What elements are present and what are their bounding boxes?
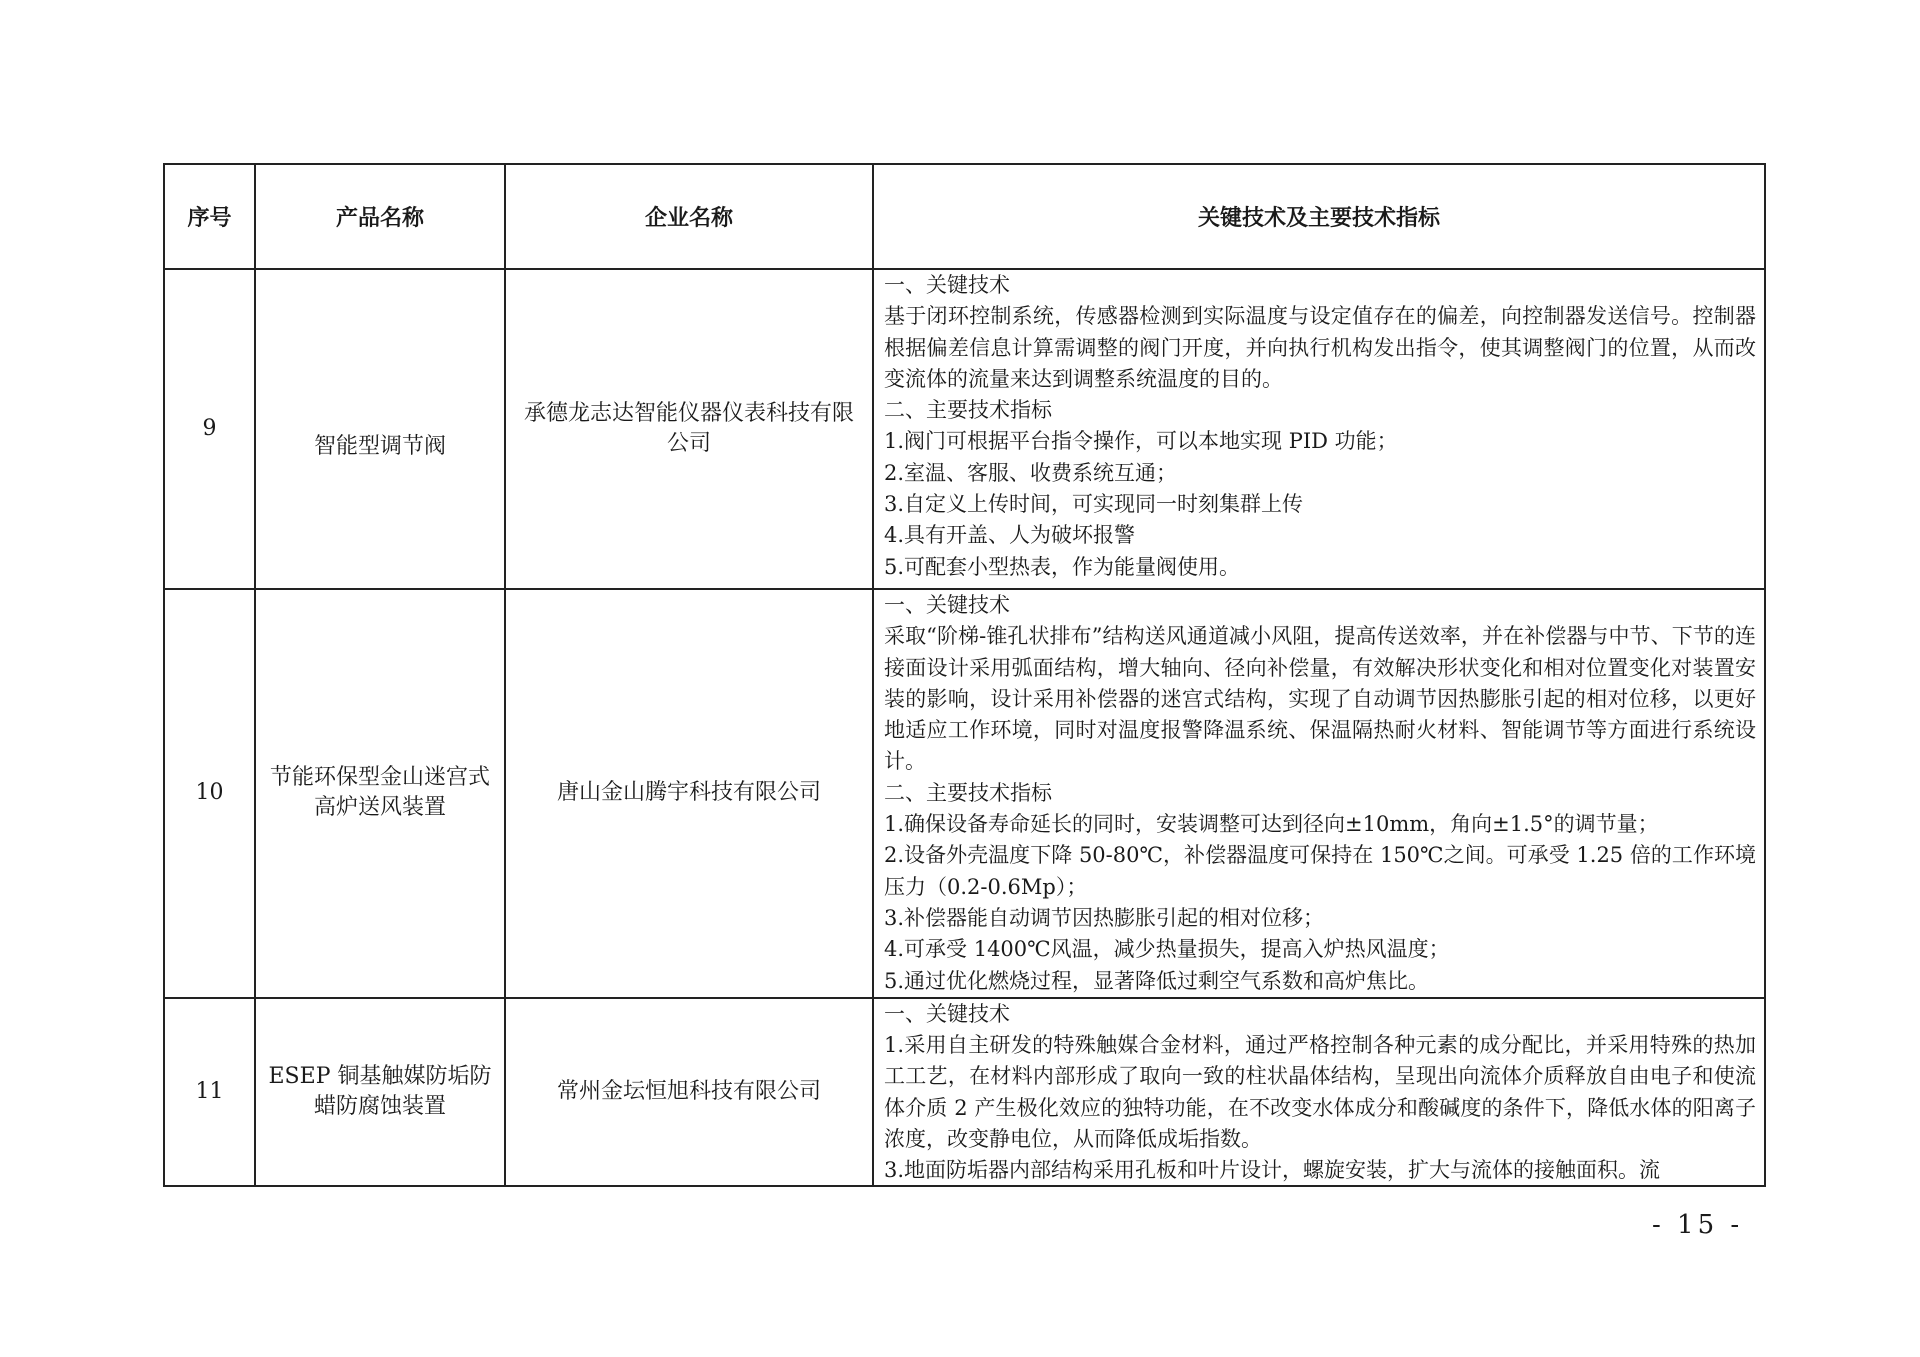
table-header-row: [164, 164, 1765, 269]
tech-line: 一、关键技术: [884, 593, 1010, 617]
tech-line: 一、关键技术: [884, 273, 1010, 297]
row-seq: 11: [164, 998, 255, 1186]
table-row: [164, 589, 1765, 998]
tech-line: 1.确保设备寿命延长的同时，安装调整可达到径向±10mm，角向±1.5°的调节量；: [884, 812, 1659, 837]
tech-line: 基于闭环控制系统，传感器检测到实际温度与设定值存在的偏差，向控制器发送信号。控制器根据偏差信息计算需调整的阀门开度，并向执行机构发出指令，使其调整阀门的位置，从而改变流体的流量来达到调整系统温度的目的。: [884, 304, 1756, 391]
tech-clip: [884, 999, 1756, 1185]
row-seq: 10: [164, 589, 255, 998]
header-key-tech: 关键技术及主要技术指标: [873, 164, 1765, 269]
tech-line: 1.阀门可根据平台指令操作，可以本地实现 PID 功能；: [884, 429, 1398, 454]
row-tech-details: [873, 589, 1765, 998]
row-tech-details: [873, 269, 1765, 589]
page-number: - 15 -: [1652, 1210, 1744, 1240]
tech-line: 2.室温、客服、收费系统互通；: [884, 460, 1178, 485]
tech-line: 3.补偿器能自动调节因热膨胀引起的相对位移；: [884, 905, 1325, 930]
tech-line: 二、主要技术指标: [884, 398, 1052, 423]
tech-line: 3.自定义上传时间，可实现同一时刻集群上传: [884, 492, 1304, 517]
tech-line: 3.地面防垢器内部结构采用孔板和叶片设计，螺旋安装，扩大与流体的接触面积。流: [884, 1158, 1661, 1183]
row-tech-details: [873, 998, 1765, 1186]
tech-line: 2.设备外壳温度下降 50-80℃，补偿器温度可保持在 150℃之间。可承受 1.25 倍的工作环境压力（0.2-0.6Mp）；: [884, 843, 1756, 899]
header-product-name: 产品名称: [255, 164, 505, 269]
tech-line: 1.采用自主研发的特殊触媒合金材料，通过严格控制各种元素的成分配比，并采用特殊的热加工工艺，在材料内部形成了取向一致的柱状晶体结构，呈现出向流体介质释放自由电子和使流体介质 2 产生极化效应的独特功能，在不改变水体成分和酸碱度的条件下，降低水体的阳离子浓度，改变静电位，从而降低成垢指数。: [884, 1033, 1756, 1152]
row-product-name-text: 智能型调节阀: [313, 434, 446, 459]
tech-line: 5.通过优化燃烧过程，显著降低过剩空气系数和高炉焦比。: [884, 968, 1430, 993]
product-table: [163, 163, 1766, 1187]
tech-line: 采取“阶梯-锥孔状排布”结构送风通道减小风阻，提高传送效率，并在补偿器与中节、下节的连接面设计采用弧面结构，增大轴向、径向补偿量，有效解决形状变化和相对位置变化对装置安装的影响，设计采用补偿器的迷宫式结构，实现了自动调节因热膨胀引起的相对位移，以更好地适应工作环境，同时对温度报警降温系统、保温隔热耐火材料、智能调节等方面进行系统设计。: [884, 624, 1756, 774]
tech-line: 二、主要技术指标: [884, 780, 1052, 805]
row-company-name: 唐山金山腾宇科技有限公司: [505, 589, 873, 998]
tech-line: 一、关键技术: [884, 1001, 1010, 1026]
row-company-name: 承德龙志达智能仪器仪表科技有限公司: [505, 269, 873, 589]
tech-line: 4.可承受 1400℃风温，减少热量损失，提高入炉热风温度；: [884, 937, 1450, 962]
table-row: [164, 998, 1765, 1186]
table-row: [164, 269, 1765, 589]
row-product-name: ESEP 铜基触媒防垢防蜡防腐蚀装置: [255, 998, 505, 1186]
header-seq: 序号: [164, 164, 255, 269]
tech-line: 5.可配套小型热表，作为能量阀使用。: [884, 554, 1241, 579]
header-company-name: 企业名称: [505, 164, 873, 269]
row-product-name: 节能环保型金山迷宫式高炉送风装置: [255, 589, 505, 998]
row-seq: 9: [164, 269, 255, 589]
tech-line: 4.具有开盖、人为破坏报警: [884, 523, 1136, 548]
row-company-name: 常州金坛恒旭科技有限公司: [505, 998, 873, 1186]
row-product-name: [255, 269, 505, 589]
